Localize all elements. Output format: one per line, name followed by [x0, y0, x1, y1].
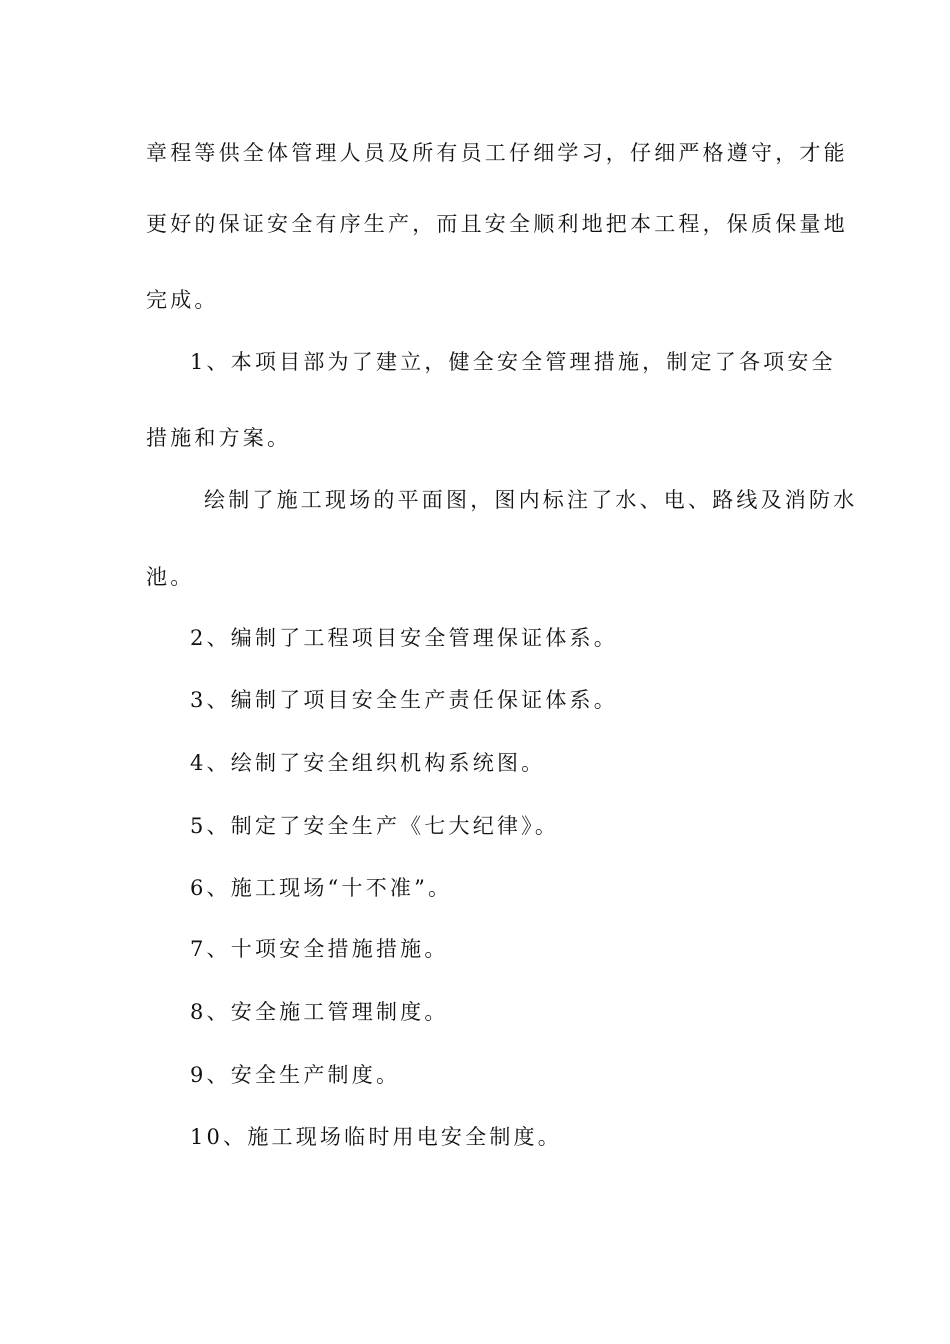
list-item: 10、施工现场临时用电安全制度。 [190, 1125, 562, 1149]
paragraph-line: 章程等供全体管理人员及所有员工仔细学习，仔细严格遵守，才能 [146, 141, 848, 165]
paragraph-line: 池。 [146, 565, 195, 589]
list-item: 4、绘制了安全组织机构系统图。 [190, 751, 546, 775]
list-item: 3、编制了项目安全生产责任保证体系。 [190, 688, 618, 712]
paragraph-line: 绘制了施工现场的平面图，图内标注了水、电、路线及消防水 [204, 488, 858, 512]
list-item: 7、十项安全措施措施。 [190, 937, 449, 961]
list-item: 1、本项目部为了建立，健全安全管理措施，制定了各项安全 [190, 350, 836, 374]
list-item: 8、安全施工管理制度。 [190, 1000, 449, 1024]
list-item: 5、制定了安全生产《七大纪律》。 [190, 814, 560, 838]
list-item: 2、编制了工程项目安全管理保证体系。 [190, 626, 618, 650]
paragraph-line: 措施和方案。 [146, 426, 292, 450]
paragraph-line: 更好的保证安全有序生产，而且安全顺利地把本工程，保质保量地 [146, 212, 848, 236]
paragraph-line: 完成。 [146, 288, 219, 312]
list-item: 9、安全生产制度。 [190, 1063, 401, 1087]
list-item: 6、施工现场“十不准”。 [190, 876, 453, 900]
